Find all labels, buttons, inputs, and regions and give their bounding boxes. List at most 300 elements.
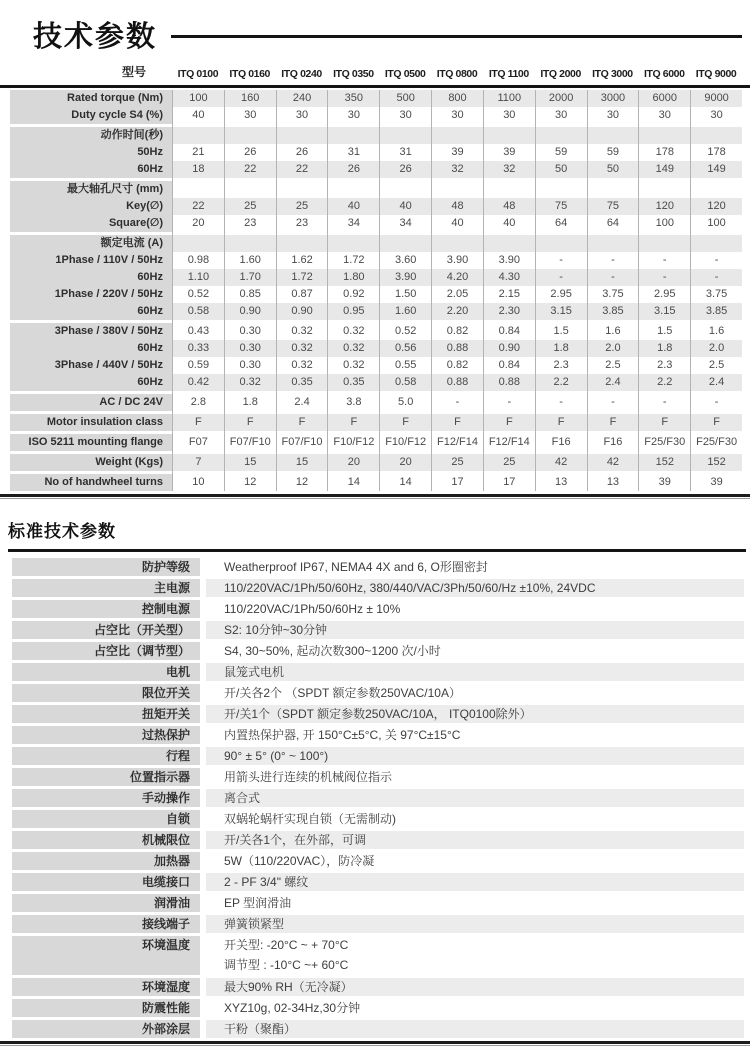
spec-cell: 350 — [327, 90, 379, 107]
spec-cell: - — [535, 269, 587, 286]
spec-cell: 0.88 — [431, 374, 483, 391]
standard-row-value: 鼠笼式电机 — [206, 663, 744, 681]
spec-cell: 34 — [379, 215, 431, 232]
spec-row-label: 3Phase / 380V / 50Hz — [10, 323, 172, 340]
spec-cell: 25 — [276, 198, 328, 215]
standard-row-label: 环境湿度 — [12, 978, 200, 996]
spec-cell: 30 — [379, 107, 431, 124]
spec-cell: 30 — [690, 107, 742, 124]
model-name: ITQ 1100 — [488, 68, 529, 80]
spec-row — [10, 269, 742, 286]
spec-cell — [587, 127, 639, 144]
model-name: ITQ 9000 — [695, 68, 737, 80]
standard-row — [12, 852, 744, 870]
spec-cell: 0.92 — [327, 286, 379, 303]
spec-cell: 2.95 — [535, 286, 587, 303]
spec-cell: F25/F30 — [638, 434, 690, 451]
spec-cell: 0.32 — [327, 323, 379, 340]
spec-cell: 75 — [587, 198, 639, 215]
spec-cell — [379, 235, 431, 252]
spec-cell: - — [638, 394, 690, 411]
spec-cell: 1.72 — [327, 252, 379, 269]
spec-cell: F — [224, 414, 276, 431]
spec-cell — [431, 181, 483, 198]
spec-cell: 0.35 — [276, 374, 328, 391]
spec-row-label: 60Hz — [10, 161, 172, 178]
spec-cell: 5.0 — [379, 394, 431, 411]
spec-cell — [224, 127, 276, 144]
spec-cell — [276, 127, 328, 144]
spec-cell: 100 — [638, 215, 690, 232]
standard-row-label: 行程 — [12, 747, 200, 765]
spec-cell: F — [587, 414, 639, 431]
spec-cell: 32 — [483, 161, 535, 178]
spec-cell: F07/F10 — [224, 434, 276, 451]
spec-cell — [327, 235, 379, 252]
section-title: 标准技术参数 — [8, 522, 116, 541]
standard-row — [12, 999, 744, 1017]
spec-row — [10, 340, 742, 357]
standard-row — [12, 684, 744, 702]
spec-cell: 30 — [535, 107, 587, 124]
spec-cell: 22 — [224, 161, 276, 178]
spec-cell: - — [690, 252, 742, 269]
standard-row — [12, 726, 744, 744]
spec-cell: 2.20 — [431, 303, 483, 320]
spec-cell: 30 — [224, 107, 276, 124]
standard-row-value: 离合式 — [206, 789, 744, 807]
spec-cell: 12 — [224, 474, 276, 491]
table-bottom-rule — [0, 494, 750, 499]
spec-cell: 0.88 — [483, 374, 535, 391]
standard-row — [12, 663, 744, 681]
standard-row-label: 防护等级 — [12, 558, 200, 576]
spec-cell: 0.98 — [172, 252, 224, 269]
spec-cell — [690, 235, 742, 252]
standard-row — [12, 579, 744, 597]
standard-row — [12, 621, 744, 639]
spec-cell — [431, 127, 483, 144]
spec-row — [10, 161, 742, 178]
spec-cell: - — [431, 394, 483, 411]
spec-cell: 0.84 — [483, 357, 535, 374]
spec-cell: 9000 — [690, 90, 742, 107]
spec-cell: 15 — [276, 454, 328, 471]
rule-thick — [0, 1041, 750, 1044]
spec-cell — [535, 181, 587, 198]
spec-row — [10, 357, 742, 374]
spec-cell: 40 — [379, 198, 431, 215]
spec-row-label: 1Phase / 220V / 50Hz — [10, 286, 172, 303]
spec-cell: F — [379, 414, 431, 431]
spec-cell: 17 — [483, 474, 535, 491]
spec-cell — [535, 235, 587, 252]
spec-cell — [483, 127, 535, 144]
spec-cell: 2.8 — [172, 394, 224, 411]
spec-cell: F — [638, 414, 690, 431]
spec-cell: 31 — [327, 144, 379, 161]
spec-cell: - — [587, 252, 639, 269]
standard-row-value: 开/关1个（SPDT 额定参数250VAC/10A， ITQ0100除外） — [206, 705, 744, 723]
spec-cell: 0.59 — [172, 357, 224, 374]
spec-cell: F07 — [172, 434, 224, 451]
spec-row — [10, 252, 742, 269]
spec-cell: 64 — [587, 215, 639, 232]
spec-cell: 2.3 — [535, 357, 587, 374]
spec-cell: - — [535, 252, 587, 269]
spec-row — [10, 107, 742, 124]
spec-row — [10, 394, 742, 411]
standard-value-line: 开关型: -20°C ~ + 70°C — [224, 938, 349, 952]
spec-cell: 2.4 — [587, 374, 639, 391]
spec-cell: 100 — [172, 90, 224, 107]
rule-thin — [0, 498, 750, 499]
spec-cell: - — [690, 269, 742, 286]
spec-cell: 12 — [276, 474, 328, 491]
spec-cell: 13 — [587, 474, 639, 491]
standard-value-line: 调节型 : -10°C ~+ 60°C — [224, 957, 349, 972]
spec-row-label: 50Hz — [10, 144, 172, 161]
standard-row-label: 加热器 — [12, 852, 200, 870]
spec-cell: 39 — [638, 474, 690, 491]
model-name: ITQ 2000 — [540, 68, 581, 80]
spec-cell — [638, 127, 690, 144]
spec-cell: 2.15 — [483, 286, 535, 303]
page-title: 技术参数 — [33, 21, 158, 53]
spec-cell: 0.90 — [483, 340, 535, 357]
spec-row-label: No of handwheel turns — [10, 474, 172, 491]
spec-table — [10, 90, 742, 491]
standard-row-label: 限位开关 — [12, 684, 200, 702]
spec-cell: 0.32 — [276, 323, 328, 340]
spec-cell: 1100 — [483, 90, 535, 107]
standard-row — [12, 600, 744, 618]
standard-row-label: 机械限位 — [12, 831, 200, 849]
spec-cell: 0.30 — [224, 357, 276, 374]
spec-cell: 1.5 — [535, 323, 587, 340]
standard-row-label: 电机 — [12, 663, 200, 681]
spec-cell: 1.60 — [224, 252, 276, 269]
standard-row-label: 外部涂层 — [12, 1020, 200, 1038]
spec-cell: 2000 — [535, 90, 587, 107]
spec-cell: 13 — [535, 474, 587, 491]
spec-cell: F — [483, 414, 535, 431]
spec-cell: F — [535, 414, 587, 431]
standard-row-label: 接线端子 — [12, 915, 200, 933]
spec-cell: 64 — [535, 215, 587, 232]
spec-cell: 149 — [690, 161, 742, 178]
spec-cell: 26 — [327, 161, 379, 178]
spec-row — [10, 434, 742, 451]
spec-cell: 25 — [431, 454, 483, 471]
standard-row-label: 扭矩开关 — [12, 705, 200, 723]
model-name: ITQ 0240 — [281, 68, 322, 80]
spec-cell: 40 — [431, 215, 483, 232]
rule-thick — [0, 494, 750, 497]
spec-row-label: 60Hz — [10, 374, 172, 391]
standard-row-value: 干粉（聚酯） — [206, 1020, 744, 1038]
spec-row-label: ISO 5211 mounting flange — [10, 434, 172, 451]
spec-cell: 0.32 — [276, 340, 328, 357]
title-bar — [0, 0, 750, 55]
spec-cell: F — [431, 414, 483, 431]
spec-row-label: Rated torque (Nm) — [10, 90, 172, 107]
spec-cell: 14 — [327, 474, 379, 491]
spec-cell: F12/F14 — [431, 434, 483, 451]
spec-cell: - — [535, 394, 587, 411]
spec-cell: 2.5 — [690, 357, 742, 374]
standard-row-value — [206, 936, 744, 975]
spec-row-label: Duty cycle S4 (%) — [10, 107, 172, 124]
spec-cell — [379, 181, 431, 198]
spec-cell: 40 — [172, 107, 224, 124]
model-name: ITQ 0160 — [229, 68, 270, 80]
spec-cell: 0.32 — [224, 374, 276, 391]
spec-cell: F — [276, 414, 328, 431]
spec-cell: 0.58 — [172, 303, 224, 320]
spec-cell: 1.6 — [587, 323, 639, 340]
spec-cell: 0.88 — [431, 340, 483, 357]
standard-row — [12, 894, 744, 912]
spec-cell — [587, 235, 639, 252]
spec-cell: - — [638, 269, 690, 286]
spec-cell: 149 — [638, 161, 690, 178]
spec-cell: 2.95 — [638, 286, 690, 303]
spec-row-label: 额定电流 (A) — [10, 235, 172, 252]
spec-cell: 1.10 — [172, 269, 224, 286]
spec-cell: 0.52 — [379, 323, 431, 340]
standard-row-label: 控制电源 — [12, 600, 200, 618]
spec-cell: 3.75 — [690, 286, 742, 303]
rule-thin — [0, 1045, 750, 1046]
spec-cell: 1.5 — [638, 323, 690, 340]
standard-row-label: 自锁 — [12, 810, 200, 828]
spec-cell: 10 — [172, 474, 224, 491]
spec-row — [10, 215, 742, 232]
spec-cell: 0.82 — [431, 357, 483, 374]
model-name: ITQ 0800 — [436, 68, 478, 80]
model-column-label: 型号 — [121, 65, 146, 79]
spec-cell — [327, 181, 379, 198]
spec-cell — [224, 235, 276, 252]
spec-cell: 20 — [327, 454, 379, 471]
spec-cell: F12/F14 — [483, 434, 535, 451]
spec-cell: 0.82 — [431, 323, 483, 340]
spec-cell: 2.4 — [690, 374, 742, 391]
spec-cell: 1.72 — [276, 269, 328, 286]
spec-cell — [535, 127, 587, 144]
table-top-rule — [0, 85, 750, 88]
spec-row-label: Square(∅) — [10, 215, 172, 232]
spec-cell: 178 — [638, 144, 690, 161]
spec-cell: 25 — [483, 454, 535, 471]
spec-cell: 0.35 — [327, 374, 379, 391]
spec-cell: 2.3 — [638, 357, 690, 374]
spec-cell: 30 — [587, 107, 639, 124]
spec-cell — [690, 181, 742, 198]
spec-cell: 26 — [224, 144, 276, 161]
spec-cell: 2.30 — [483, 303, 535, 320]
spec-cell — [690, 127, 742, 144]
spec-cell: 0.85 — [224, 286, 276, 303]
standard-row-label: 主电源 — [12, 579, 200, 597]
spec-cell: 3.85 — [587, 303, 639, 320]
spec-cell: 6000 — [638, 90, 690, 107]
spec-cell: 42 — [535, 454, 587, 471]
spec-cell: - — [587, 269, 639, 286]
spec-cell: 26 — [379, 161, 431, 178]
spec-cell: 48 — [483, 198, 535, 215]
title-rule — [171, 35, 742, 38]
spec-cell: 2.0 — [690, 340, 742, 357]
spec-cell — [224, 181, 276, 198]
standard-row-value: 2 - PF 3/4" 螺纹 — [206, 873, 744, 891]
spec-row-label: Weight (Kgs) — [10, 454, 172, 471]
standard-row-label: 位置指示器 — [12, 768, 200, 786]
model-header-row — [10, 63, 742, 80]
spec-cell: 0.33 — [172, 340, 224, 357]
spec-cell: 3.15 — [535, 303, 587, 320]
spec-cell: 75 — [535, 198, 587, 215]
spec-cell — [638, 181, 690, 198]
spec-cell: 120 — [690, 198, 742, 215]
spec-row — [10, 323, 742, 340]
standard-row-label: 防震性能 — [12, 999, 200, 1017]
spec-cell: - — [638, 252, 690, 269]
spec-cell: 50 — [535, 161, 587, 178]
spec-row — [10, 235, 742, 252]
spec-cell: 7 — [172, 454, 224, 471]
spec-cell: 0.30 — [224, 323, 276, 340]
spec-row-label: AC / DC 24V — [10, 394, 172, 411]
standard-row — [12, 936, 744, 975]
spec-cell: F07/F10 — [276, 434, 328, 451]
spec-cell: 0.52 — [172, 286, 224, 303]
spec-cell: 0.32 — [327, 357, 379, 374]
spec-cell: 20 — [172, 215, 224, 232]
standard-row-value: 110/220VAC/1Ph/50/60Hz, 380/440/VAC/3Ph/50/60/Hz ±10%, 24VDC — [206, 579, 744, 597]
standard-row-value: S2: 10分钟~30分钟 — [206, 621, 744, 639]
spec-cell: 32 — [431, 161, 483, 178]
spec-cell: 1.70 — [224, 269, 276, 286]
spec-cell: 40 — [327, 198, 379, 215]
spec-row — [10, 286, 742, 303]
model-name: ITQ 0500 — [384, 68, 426, 80]
spec-cell: F — [690, 414, 742, 431]
spec-cell: 30 — [327, 107, 379, 124]
standard-row-label: 占空比（调节型） — [12, 642, 200, 660]
spec-cell: 3.15 — [638, 303, 690, 320]
standard-row-value: 用箭头进行连续的机械阀位指示 — [206, 768, 744, 786]
spec-row-label: Key(∅) — [10, 198, 172, 215]
spec-cell: 1.8 — [535, 340, 587, 357]
spec-row — [10, 90, 742, 107]
spec-row-label: 动作时间(秒) — [10, 127, 172, 144]
spec-row — [10, 303, 742, 320]
spec-cell: 20 — [379, 454, 431, 471]
spec-cell: 152 — [638, 454, 690, 471]
spec-cell: 59 — [587, 144, 639, 161]
spec-cell: 39 — [483, 144, 535, 161]
spec-cell: 800 — [431, 90, 483, 107]
spec-cell: - — [483, 394, 535, 411]
spec-cell: 178 — [690, 144, 742, 161]
spec-cell: 0.58 — [379, 374, 431, 391]
spec-cell: 3.85 — [690, 303, 742, 320]
spec-cell: 0.43 — [172, 323, 224, 340]
spec-row-label: 60Hz — [10, 269, 172, 286]
standard-row-label: 手动操作 — [12, 789, 200, 807]
spec-cell: 3.60 — [379, 252, 431, 269]
spec-row-label: 60Hz — [10, 303, 172, 320]
standard-row-value: S4, 30~50%, 起动次数300~1200 次/小时 — [206, 642, 744, 660]
standard-row-value: 最大90% RH（无冷凝） — [206, 978, 744, 996]
spec-cell: 2.2 — [638, 374, 690, 391]
spec-cell: F16 — [535, 434, 587, 451]
spec-cell: 1.8 — [638, 340, 690, 357]
spec-cell: 50 — [587, 161, 639, 178]
model-name: ITQ 0100 — [177, 68, 219, 80]
spec-cell: 1.60 — [379, 303, 431, 320]
standard-row-label: 环境温度 — [12, 936, 200, 975]
standard-row-label: 占空比（开关型） — [12, 621, 200, 639]
standard-row — [12, 558, 744, 576]
spec-cell: 160 — [224, 90, 276, 107]
spec-cell — [379, 127, 431, 144]
standard-table — [12, 558, 744, 1038]
spec-cell: 0.42 — [172, 374, 224, 391]
spec-row — [10, 374, 742, 391]
spec-row — [10, 414, 742, 431]
spec-cell: 1.6 — [690, 323, 742, 340]
standard-row-value: XYZ10g, 02-34Hz,30分钟 — [206, 999, 744, 1017]
spec-cell: 22 — [276, 161, 328, 178]
spec-cell: 0.30 — [224, 340, 276, 357]
spec-cell: 3.8 — [327, 394, 379, 411]
standard-row — [12, 978, 744, 996]
spec-cell: F10/F12 — [327, 434, 379, 451]
spec-cell: 31 — [379, 144, 431, 161]
spec-cell: 30 — [638, 107, 690, 124]
spec-cell: 152 — [690, 454, 742, 471]
spec-cell: 3.75 — [587, 286, 639, 303]
standard-row — [12, 810, 744, 828]
spec-cell: 18 — [172, 161, 224, 178]
spec-row — [10, 181, 742, 198]
spec-cell: 0.32 — [276, 357, 328, 374]
standard-row-value: 双蜗轮蜗杆实现自锁（无需制动) — [206, 810, 744, 828]
spec-cell: 0.87 — [276, 286, 328, 303]
spec-row-label: 3Phase / 440V / 50Hz — [10, 357, 172, 374]
spec-cell: 34 — [327, 215, 379, 232]
spec-cell: 0.95 — [327, 303, 379, 320]
spec-cell: 22 — [172, 198, 224, 215]
standard-row-label: 过热保护 — [12, 726, 200, 744]
spec-cell — [327, 127, 379, 144]
spec-cell: F — [327, 414, 379, 431]
spec-cell: 40 — [483, 215, 535, 232]
standard-row-value: 开/关各1个，在外部，可调 — [206, 831, 744, 849]
spec-cell: 3.90 — [379, 269, 431, 286]
spec-cell — [431, 235, 483, 252]
model-name: ITQ 3000 — [592, 68, 633, 80]
spec-cell: 25 — [224, 198, 276, 215]
spec-cell: 3000 — [587, 90, 639, 107]
standard-row-label: 润滑油 — [12, 894, 200, 912]
spec-cell: F16 — [587, 434, 639, 451]
standard-row-value: 90° ± 5° (0° ~ 100°) — [206, 747, 744, 765]
model-name: ITQ 0350 — [333, 68, 374, 80]
